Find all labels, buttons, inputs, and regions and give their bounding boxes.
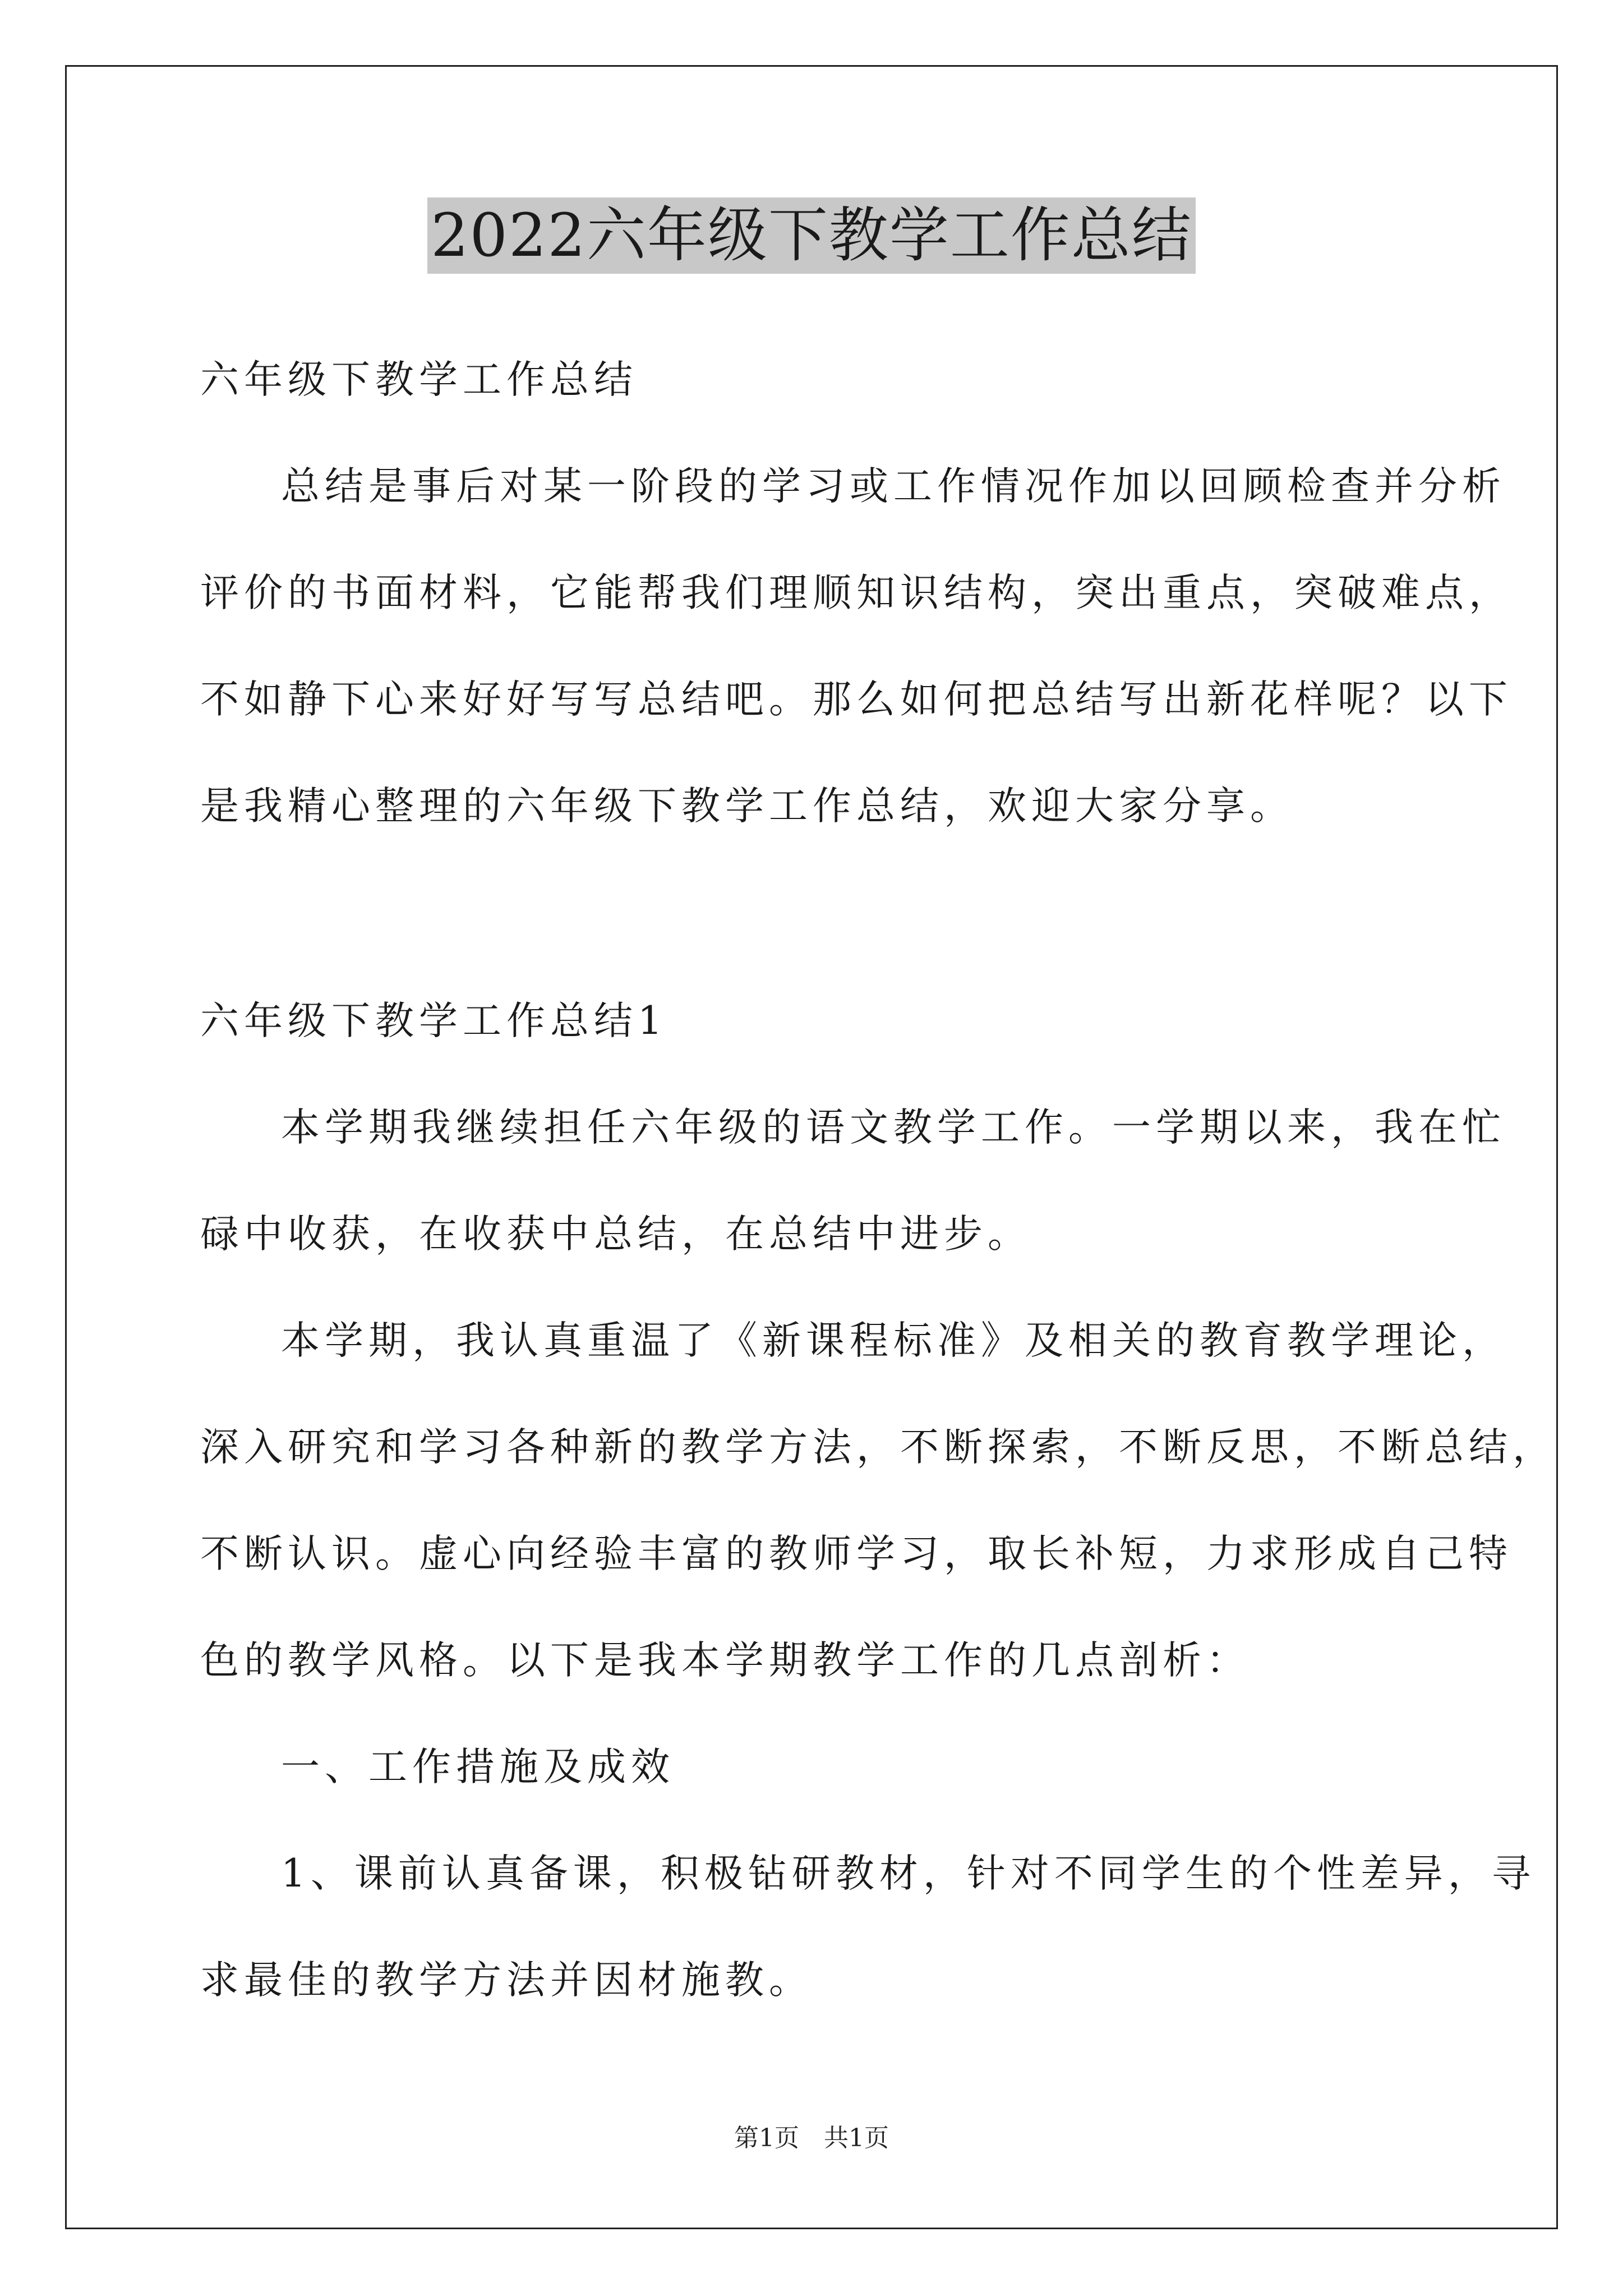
page-footer: [0, 2122, 1623, 2155]
section-heading: 六年级下教学工作总结: [200, 357, 638, 402]
paragraph-line: 是我精心整理的六年级下教学工作总结，欢迎大家分享。: [200, 784, 1294, 829]
paragraph-line: 不断认识。虚心向经验丰富的教师学习，取长补短，力求形成自己特: [200, 1531, 1513, 1576]
page-total: 共1页: [824, 2124, 889, 2152]
paragraph-line: 1、课前认真备课，积极钻研教材，针对不同学生的个性差异，寻: [281, 1851, 1536, 1896]
paragraph-line: 总结是事后对某一阶段的学习或工作情况作加以回顾检查并分析: [281, 464, 1506, 509]
paragraph-line: 评价的书面材料，它能帮我们理顺知识结构，突出重点，突破难点，: [200, 570, 1513, 615]
paragraph-line: 求最佳的教学方法并因材施教。: [200, 1958, 813, 2003]
title-wrap: [0, 197, 1623, 274]
paragraph-line: 色的教学风格。以下是我本学期教学工作的几点剖析：: [200, 1638, 1250, 1683]
document-title: 2022六年级下教学工作总结: [427, 197, 1196, 274]
section-heading: 六年级下教学工作总结1: [200, 999, 667, 1043]
paragraph-line: 不如静下心来好好写写总结吧。那么如何把总结写出新花样呢？以下: [200, 677, 1513, 722]
paragraph-line: 本学期，我认真重温了《新课程标准》及相关的教育教学理论，: [281, 1318, 1506, 1363]
paragraph-line: 深入研究和学习各种新的教学方法，不断探索，不断反思，不断总结，: [200, 1425, 1556, 1470]
page-number: 第1页: [734, 2124, 799, 2152]
paragraph-line: 碌中收获，在收获中总结，在总结中进步。: [200, 1212, 1031, 1257]
paragraph-line: 本学期我继续担任六年级的语文教学工作。一学期以来，我在忙: [281, 1105, 1506, 1150]
subsection-heading: 一、工作措施及成效: [281, 1745, 675, 1789]
